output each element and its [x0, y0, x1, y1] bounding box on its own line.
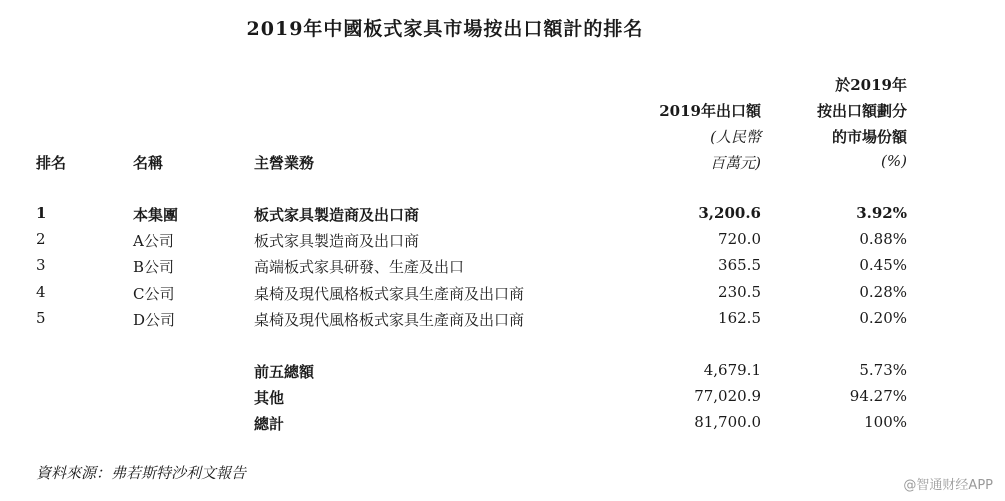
row-export: 365.5 — [718, 256, 761, 274]
row-name: B公司 — [133, 258, 175, 276]
row-business: 板式家具製造商及出口商 — [254, 206, 420, 224]
total-share: 5.73% — [859, 361, 907, 379]
row-share: 3.92% — [856, 204, 907, 222]
header-share-line1: 於2019年 — [835, 76, 907, 94]
total-share: 94.27% — [849, 387, 907, 405]
row-rank: 2 — [36, 230, 46, 248]
row-business: 桌椅及現代風格板式家具生產商及出口商 — [254, 311, 525, 329]
watermark: @智通财经APP — [903, 478, 993, 493]
page-title: 2019年中國板式家具市場按出口額計的排名 — [246, 18, 644, 40]
row-export: 230.5 — [718, 283, 761, 301]
row-rank: 4 — [36, 283, 46, 301]
header-share-line2: 按出口額劃分 — [816, 102, 907, 120]
row-share: 0.20% — [859, 309, 907, 327]
total-share: 100% — [864, 413, 907, 431]
header-export-line1: 2019年出口額 — [659, 102, 761, 120]
row-rank: 3 — [36, 256, 46, 274]
row-share: 0.88% — [859, 230, 907, 248]
header-rank: 排名 — [36, 154, 67, 172]
total-export: 4,679.1 — [703, 361, 761, 379]
header-export-line2: (人民幣 — [710, 128, 761, 146]
row-name: C公司 — [133, 285, 175, 303]
row-name: A公司 — [133, 232, 174, 250]
total-label: 總計 — [254, 415, 285, 433]
row-share: 0.45% — [859, 256, 907, 274]
row-share: 0.28% — [859, 283, 907, 301]
row-business: 板式家具製造商及出口商 — [254, 232, 420, 250]
row-name: 本集團 — [133, 206, 179, 224]
header-share-line3: 的市場份額 — [831, 128, 907, 146]
row-export: 720.0 — [718, 230, 761, 248]
row-name: D公司 — [133, 311, 176, 329]
source-note: 資料來源：弗若斯特沙利文報告 — [36, 464, 247, 482]
row-rank: 5 — [36, 309, 46, 327]
row-business: 桌椅及現代風格板式家具生產商及出口商 — [254, 285, 525, 303]
total-label: 其他 — [254, 389, 285, 407]
total-export: 77,020.9 — [694, 387, 761, 405]
header-business: 主營業務 — [254, 154, 315, 172]
header-export-line3: 百萬元) — [710, 154, 761, 172]
total-label: 前五總額 — [254, 363, 315, 381]
total-export: 81,700.0 — [694, 413, 761, 431]
row-export: 162.5 — [718, 309, 761, 327]
header-name: 名稱 — [133, 154, 164, 172]
row-business: 高端板式家具研發、生產及出口 — [254, 258, 465, 276]
row-export: 3,200.6 — [698, 204, 761, 222]
row-rank: 1 — [36, 204, 47, 222]
header-share-line4: (%) — [881, 152, 907, 170]
